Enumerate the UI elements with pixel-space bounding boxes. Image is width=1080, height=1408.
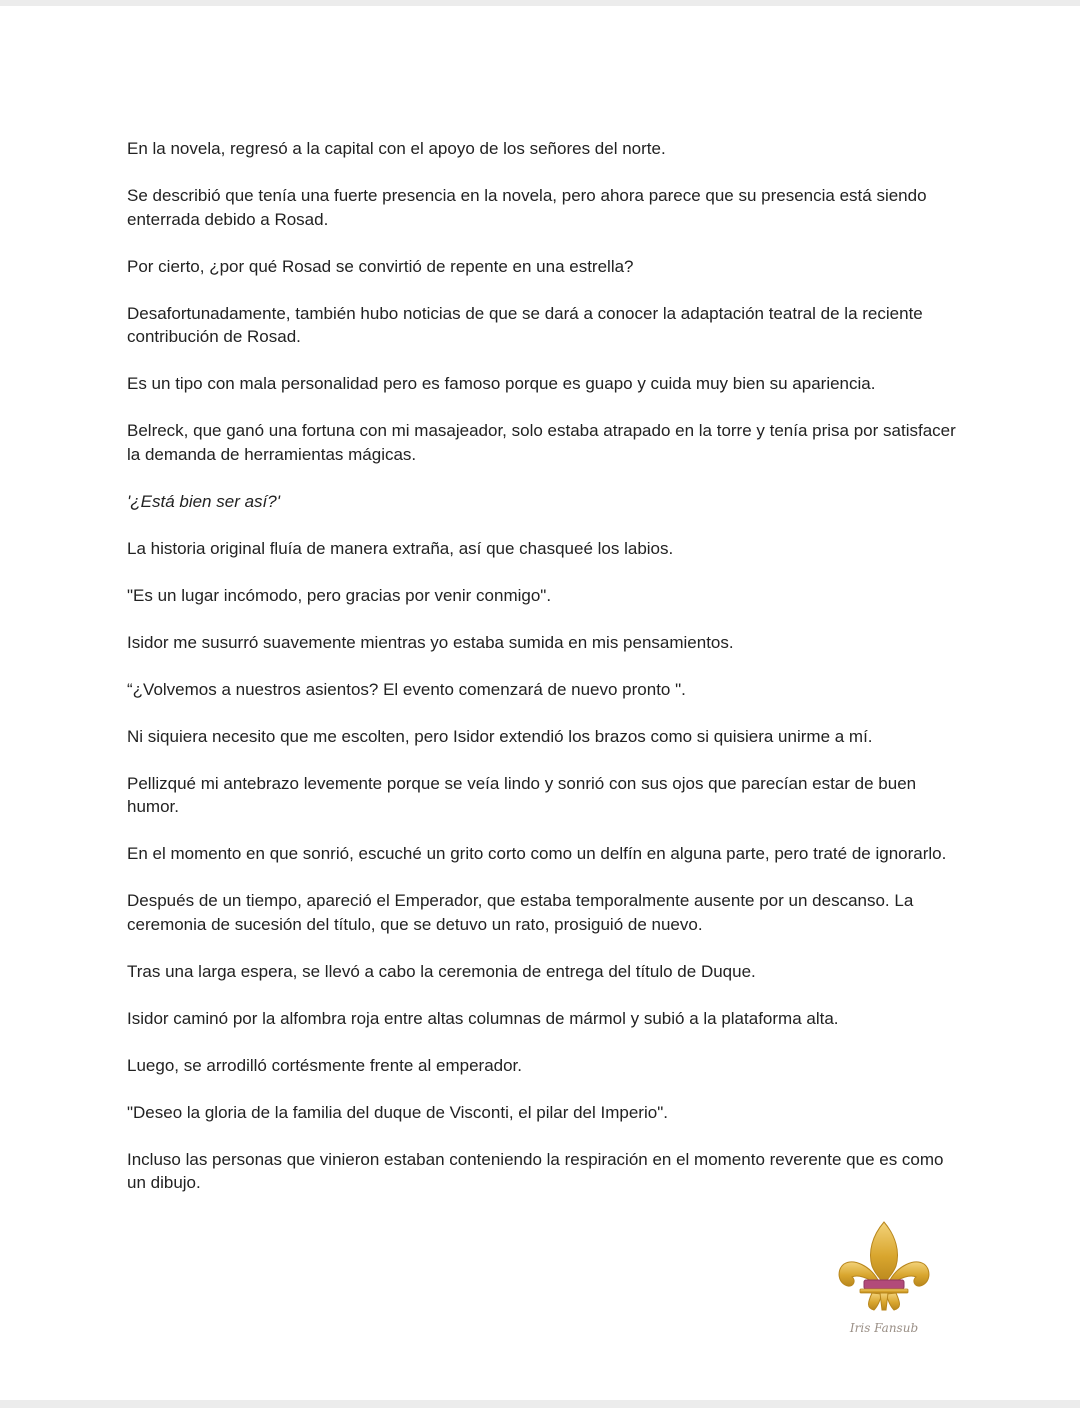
paragraph: Isidor me susurró suavemente mientras yo estaba sumida en mis pensamientos.	[127, 632, 734, 652]
fleur-de-lis-icon	[832, 1218, 936, 1340]
paragraph-thought: '¿Está bien ser así?'	[127, 491, 280, 511]
paragraph: Luego, se arrodilló cortésmente frente al emperador.	[127, 1055, 523, 1075]
paragraph: Se describió que tenía una fuerte presencia en la novela, pero ahora parece que su presencia está siendo enterrada debido a Rosad.	[127, 186, 927, 229]
paragraph: Isidor caminó por la alfombra roja entre altas columnas de mármol y subió a la plataforma alta.	[127, 1008, 839, 1028]
paragraph: La historia original fluía de manera extraña, así que chasqueé los labios.	[127, 538, 674, 558]
paragraph: Por cierto, ¿por qué Rosad se convirtió de repente en una estrella?	[127, 256, 634, 276]
paragraph: Tras una larga espera, se llevó a cabo la ceremonia de entrega del título de Duque.	[127, 961, 756, 981]
paragraph: “¿Volvemos a nuestros asientos? El evento comenzará de nuevo pronto ".	[127, 679, 686, 699]
paragraph: "Deseo la gloria de la familia del duque de Visconti, el pilar del Imperio".	[127, 1102, 668, 1122]
paragraph: Incluso las personas que vinieron estaban conteniendo la respiración en el momento reverente que es como un dibujo.	[127, 1149, 944, 1192]
paragraph: Pellizqué mi antebrazo levemente porque se veía lindo y sonrió con sus ojos que parecían estar de buen humor.	[127, 773, 917, 816]
paragraph: "Es un lugar incómodo, pero gracias por venir conmigo".	[127, 585, 552, 605]
fansub-watermark	[832, 1218, 936, 1340]
paragraph: Ni siquiera necesito que me escolten, pero Isidor extendió los brazos como si quisiera unirme a mí.	[127, 726, 873, 746]
paragraph: Es un tipo con mala personalidad pero es famoso porque es guapo y cuida muy bien su apariencia.	[127, 374, 876, 393]
document-page	[0, 6, 1080, 1400]
paragraph: Después de un tiempo, apareció el Emperador, que estaba temporalmente ausente por un descanso. La ceremonia de sucesión del título, que se detuvo un rato, prosiguió de nuevo.	[127, 891, 914, 934]
paragraph: En el momento en que sonrió, escuché un grito corto como un delfín en alguna parte, pero traté de ignorarlo.	[127, 844, 947, 863]
paragraph: Belreck, que ganó una fortuna con mi masajeador, solo estaba atrapado en la torre y tenía prisa por satisfacer la demanda de herramientas mágicas.	[127, 421, 956, 464]
signature-text: Iris Fansub	[849, 1321, 919, 1335]
paragraph: En la novela, regresó a la capital con el apoyo de los señores del norte.	[127, 139, 666, 158]
document-body	[127, 137, 957, 1218]
paragraph: Desafortunadamente, también hubo noticias de que se dará a conocer la adaptación teatral de la reciente contribución de Rosad.	[127, 303, 923, 346]
